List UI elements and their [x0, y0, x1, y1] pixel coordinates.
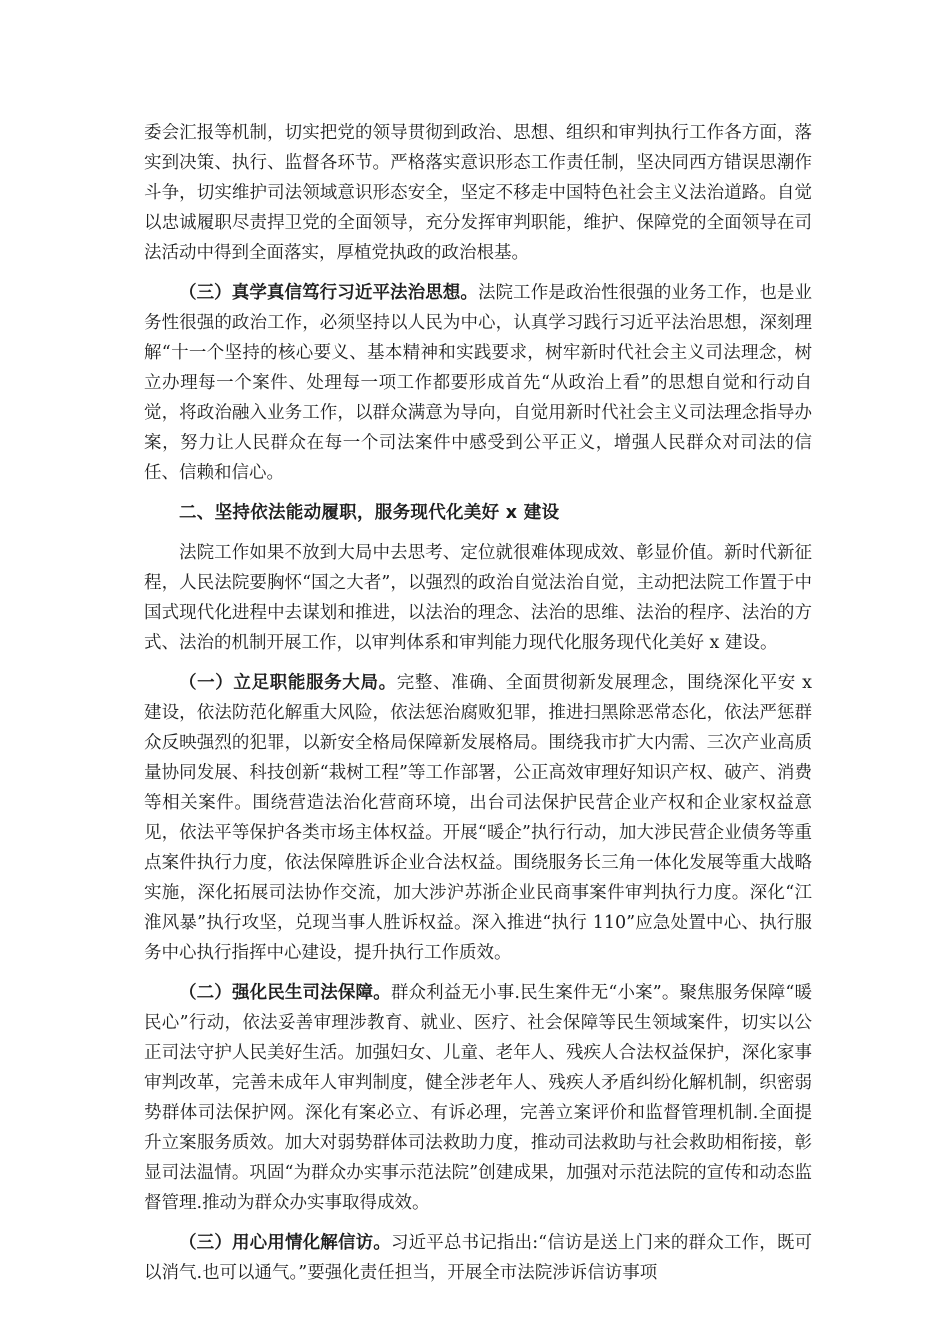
section-lead-1: （一）立足职能服务大局。	[179, 673, 397, 693]
paragraph-overall-situation: 法院工作如果不放到大局中去思考、定位就很难体现成效、彰显价值。新时代新征程，人民法院要胸怀“国之大者”，以强烈的政治自觉法治自觉，主动把法院工作置于中国式现代化进程中去谋划和推进，以法治的理念、法治的思维、法治的程序、法治的方式、法治的机制开展工作，以审判体系和审判能力现代化服务现代化美好 x 建设。	[144, 543, 812, 653]
paragraph-serve-big-picture	[144, 668, 812, 968]
section-body-3: 法院工作是政治性很强的业务工作，也是业务性很强的政治工作，必须坚持以人民为中心，认真学习践行习近平法治思想，深刻理解“十一个坚持的核心要义、基本精神和实践要求，树牢新时代社会主义司法理念，树立办理每一个案件、处理每一项工作都要形成首先“从政治上看”的思想自觉和行动自觉，将政治融入业务工作，以群众满意为导向，自觉用新时代社会主义司法理念指导办案，努力让人民群众在每一个司法案件中感受到公平正义，增强人民群众对司法的信任、信赖和信心。	[144, 283, 813, 483]
paragraph-petition-resolution	[144, 1228, 812, 1288]
section-lead-3: （三）真学真信笃行习近平法治思想。	[179, 283, 478, 303]
section-lead-2: （二）强化民生司法保障。	[179, 983, 391, 1003]
section-body-3b: 习近平总书记指出:“信访是送上门来的群众工作，既可以消气.也可以通气。”要强化责任担当，开展全市法院涉诉信访事项	[144, 1233, 813, 1283]
paragraph-rule-of-law-thought	[144, 278, 812, 488]
section-body-2: 群众利益无小事.民生案件无“小案”。聚焦服务保障“暖民心”行动，依法妥善审理涉教育、就业、医疗、社会保障等民生领域案件，切实以公正司法守护人民美好生活。加强妇女、儿童、老年人、残疾人合法权益保护，深化家事审判改革，完善未成年人审判制度，健全涉老年人、残疾人矛盾纠纷化解机制，织密弱势群体司法保护网。深化有案必立、有诉必理，完善立案评价和监督管理机制.全面提升立案服务质效。加大对弱势群体司法救助力度，推动司法救助与社会救助相衔接，彰显司法温情。巩固“为群众办实事示范法院”创建成果，加强对示范法院的宣传和动态监督管理.推动为群众办实事取得成效。	[144, 983, 813, 1213]
document-page	[144, 118, 812, 1298]
section-heading-2: 二、坚持依法能动履职，服务现代化美好 x 建设	[179, 503, 560, 523]
paragraph-livelihood-protection	[144, 978, 812, 1218]
section-lead-3b: （三）用心用情化解信访。	[179, 1233, 391, 1253]
paragraph-party-leadership: 委会汇报等机制，切实把党的领导贯彻到政治、思想、组织和审判执行工作各方面，落实到决策、执行、监督各环节。严格落实意识形态工作责任制，坚决同西方错误思潮作斗争，切实维护司法领域意识形态安全，坚定不移走中国特色社会主义法治道路。自觉以忠诚履职尽责捍卫党的全面领导，充分发挥审判职能，维护、保障党的全面领导在司法活动中得到全面落实，厚植党执政的政治根基。	[144, 123, 812, 263]
section-body-1: 完整、准确、全面贯彻新发展理念，围绕深化平安 x 建设，依法防范化解重大风险，依法惩治腐败犯罪，推进扫黑除恶常态化，依法严惩群众反映强烈的犯罪，以新安全格局保障新发展格局。围绕我市扩大内需、三次产业高质量协同发展、科技创新“栽树工程”等工作部署，公正高效审理好知识产权、破产、消费等相关案件。围绕营造法治化营商环境，出台司法保护民营企业产权和企业家权益意见，依法平等保护各类市场主体权益。开展“暖企”执行行动，加大涉民营企业债务等重点案件执行力度，依法保障胜诉企业合法权益。围绕服务长三角一体化发展等重大战略实施，深化拓展司法协作交流，加大涉沪苏浙企业民商事案件审判执行力度。深化“江淮风暴”执行攻坚，兑现当事人胜诉权益。深入推进“执行 110”应急处置中心、执行服务中心执行指挥中心建设，提升执行工作质效。	[144, 673, 813, 963]
